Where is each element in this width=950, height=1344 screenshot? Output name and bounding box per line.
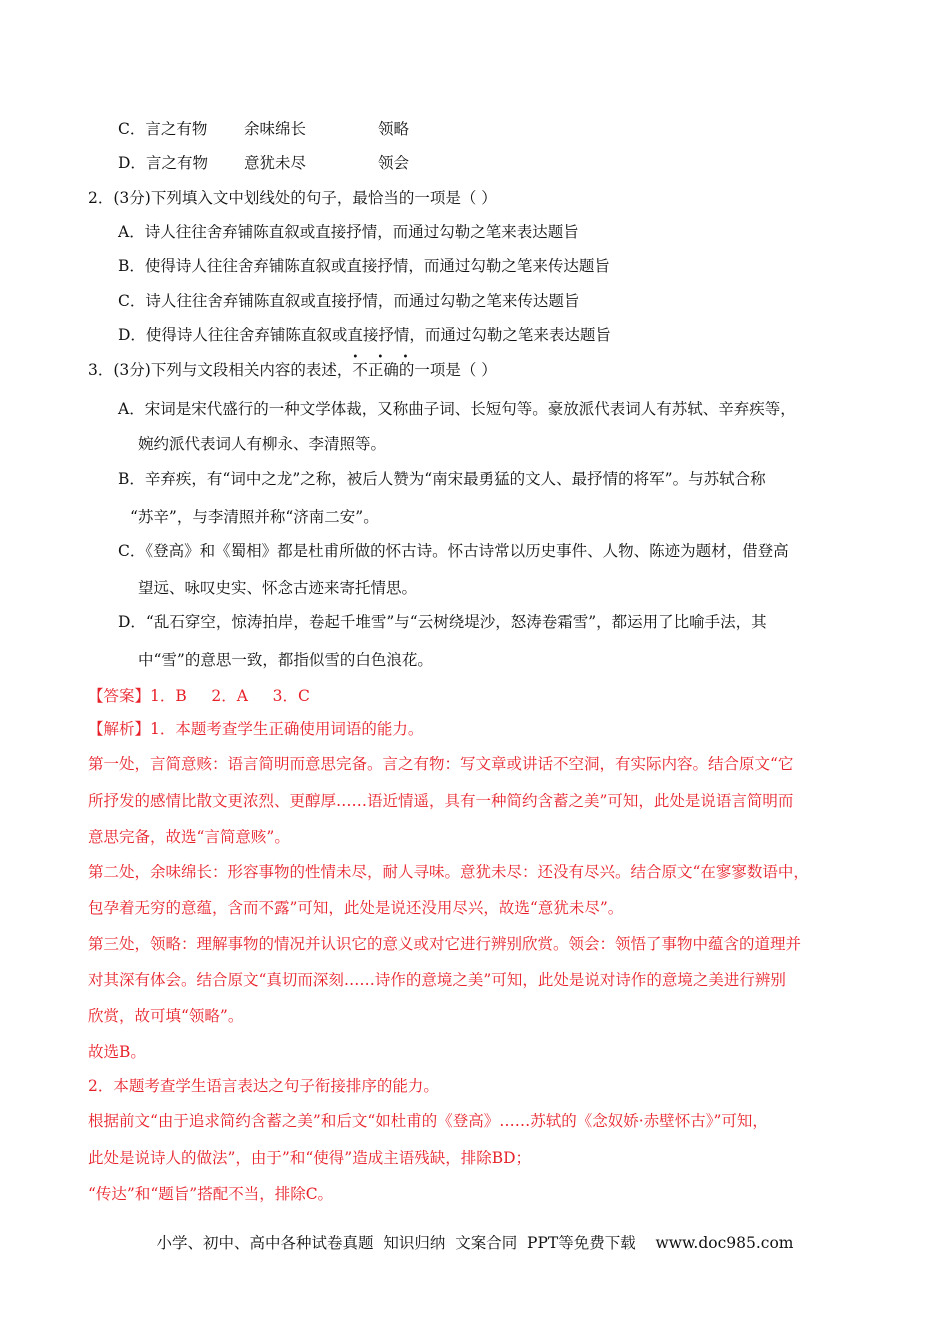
analysis-line: “传达”和“题旨”搭配不当，排除C。 [88,1185,334,1203]
q3-option-a-cont: 婉约派代表词人有柳永、李清照等。 [138,435,387,453]
analysis-line: 第三处，领略：理解事物的情况并认识它的意义或对它进行辨别欣赏。领会：领悟了事物中蕴含的道理并 [88,935,802,953]
option-label: C． [118,120,146,138]
analysis-line: 意思完备，故选“言简意赅”。 [88,828,290,846]
q3-option-c-cont: 望远、咏叹史实、怀念古迹来寄托情思。 [138,579,418,597]
option-label: D． [118,154,146,172]
analysis-line: 第二处，余味绵长：形容事物的性情未尽，耐人寻味。意犹未尽：还没有尽兴。结合原文“在寥寥数语中， [88,863,809,881]
option-word-1: 言之有物 [145,154,208,172]
analysis-line: 所抒发的感情比散文更浓烈、更醇厚……语近情遥，具有一种简约含蓄之美”可知，此处是说语言简明而 [88,792,794,810]
q2-stem: 2．(3分)下列填入文中划线处的句子，最恰当的一项是（ ） [88,189,497,207]
q2-option-b: B．使得诗人往往舍弃铺陈直叙或直接抒情，而通过勾勒之笔来传达题旨 [118,257,610,275]
analysis-line: 2．本题考查学生语言表达之句子衔接排序的能力。 [88,1077,439,1095]
answer-tag: 【答案】 [88,687,151,705]
q3-stem-part: 3．(3分)下列与文段相关内容的表述， [88,361,353,379]
q1-option-d [118,153,409,173]
answer-text: 1．B 2．A 3．C [150,687,310,705]
option-word-1: 言之有物 [145,120,208,138]
analysis-line: 根据前文“由于追求简约含蓄之美”和后文“如杜甫的《登高》……苏轼的《念奴娇·赤壁怀古》”可知， [88,1112,768,1130]
q3-option-a: A．宋词是宋代盛行的一种文学体裁，又称曲子词、长短句等。豪放派代表词人有苏轼、辛弃疾等， [118,400,796,418]
analysis-line: 第一处，言简意赅：语言简明而意思完备。言之有物：写文章或讲话不空洞，有实际内容。结合原文“它 [88,755,794,773]
q3-option-d-cont: 中“雪”的意思一致，都指似雪的白色浪花。 [138,651,433,669]
q3-option-d: D．“乱石穿空，惊涛拍岸，卷起千堆雪”与“云树绕堤沙，怒涛卷霜雪”，都运用了比喻手法，其 [118,613,767,631]
q3-option-b: B．辛弃疾，有“词中之龙”之称，被后人赞为“南宋最勇猛的文人、最抒情的将军”。与苏轼合称 [118,470,766,488]
emphasis-dots: • • • [352,352,417,363]
analysis-first: 1．本题考查学生正确使用词语的能力。 [150,720,424,738]
analysis-line: 此处是说诗人的做法”，由于”和“使得”造成主语残缺，排除BD； [88,1149,532,1167]
analysis-line: 包孕着无穷的意蕴，含而不露”可知，此处是说还没用尽兴，故选“意犹未尽”。 [88,899,624,917]
q2-option-a: A．诗人往往舍弃铺陈直叙或直接抒情，而通过勾勒之笔来表达题旨 [118,223,579,241]
page-footer: 小学、初中、高中各种试卷真题 知识归纳 文案合同 PPT等免费下载 www.doc985.com [156,1234,794,1252]
option-word-2: 余味绵长 [244,120,307,138]
q2-option-d: D．使得诗人往往舍弃铺陈直叙或直接抒情，而通过勾勒之笔来表达题旨 [118,326,611,344]
option-word-2: 意犹未尽 [244,154,307,172]
option-word-3: 领略 [378,120,410,138]
analysis-tag: 【解析】 [88,720,151,738]
option-word-3: 领会 [378,154,410,172]
analysis-first-line [88,719,423,739]
q3-stem-part: 的一项是（ ） [398,361,497,379]
q3-emphasis-text: 不正确 [352,361,399,379]
q2-option-c: C．诗人往往舍弃铺陈直叙或直接抒情，而通过勾勒之笔来传达题旨 [118,292,580,310]
answer-line [88,686,310,706]
analysis-line: 对其深有体会。结合原文“真切而深刻……诗作的意境之美”可知，此处是说对诗作的意境之美进行辨别 [88,971,786,989]
q3-option-c: C．《登高》和《蜀相》都是杜甫所做的怀古诗。怀古诗常以历史事件、人物、陈迹为题材，借登高 [118,542,789,560]
q3-stem [88,352,497,380]
analysis-line: 欣赏，故可填“领略”。 [88,1007,244,1025]
analysis-line: 故选B。 [88,1043,146,1061]
q1-option-c [118,119,409,139]
q3-option-b-cont: “苏辛”，与李清照并称“济南二安”。 [130,508,379,526]
q3-emphasis [352,352,417,379]
